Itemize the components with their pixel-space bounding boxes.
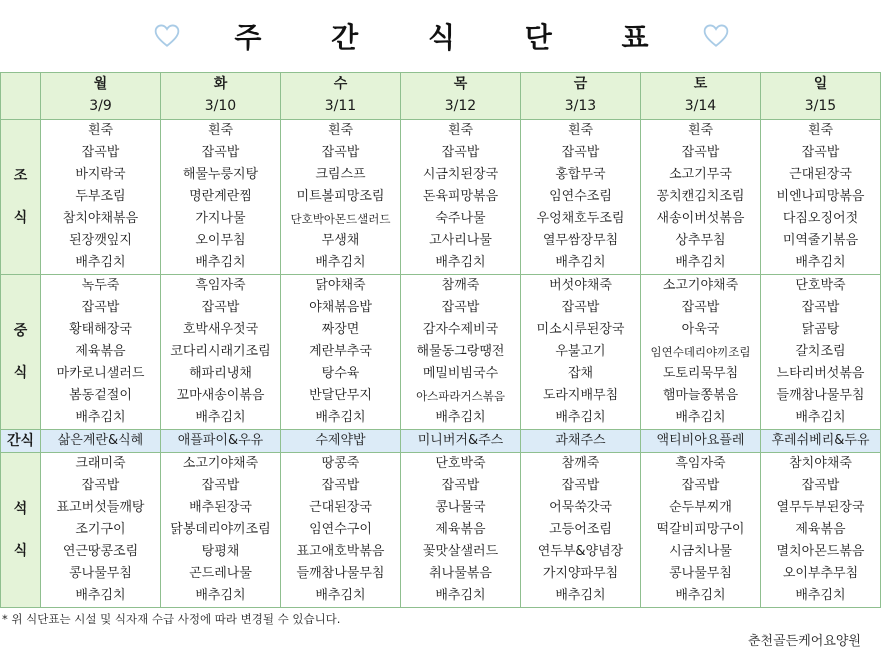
snack-cell: 삶은계란&식혜	[41, 430, 161, 453]
dish: 바지락국	[75, 167, 126, 182]
day-date: 3/10	[204, 98, 237, 114]
dish: 연근땅콩조림	[62, 544, 139, 559]
dish: 잡곡밥	[681, 478, 720, 493]
dish: 배추김치	[555, 410, 606, 425]
dish: 잡곡밥	[801, 145, 840, 160]
day-header	[281, 73, 401, 120]
dish: 도토리묵무침	[662, 366, 739, 381]
dish: 콩나물무침	[669, 566, 732, 581]
day-date: 3/11	[324, 98, 357, 114]
dish: 코다리시래기조림	[170, 344, 271, 359]
dish: 배추김치	[795, 255, 846, 270]
dish: 크림스프	[315, 167, 366, 182]
dish: 봄동겉절이	[69, 388, 132, 403]
dish: 짜장면	[321, 322, 360, 337]
day-header	[161, 73, 281, 120]
dish: 소고기야채죽	[182, 456, 259, 471]
day-header	[401, 73, 521, 120]
dish: 오이무침	[195, 233, 246, 248]
dish: 잡곡밥	[81, 145, 120, 160]
breakfast-cell	[41, 120, 161, 275]
dish: 취나물볶음	[429, 566, 492, 581]
dish: 잡곡밥	[561, 145, 600, 160]
dish: 잡곡밥	[801, 478, 840, 493]
dish: 아욱국	[681, 322, 720, 337]
dish: 표고애호박볶음	[296, 544, 385, 559]
dish: 호박새우젓국	[182, 322, 259, 337]
dish: 배추김치	[195, 588, 246, 603]
lunch-cell	[281, 275, 401, 430]
dish: 잡곡밥	[561, 478, 600, 493]
lunch-cell	[161, 275, 281, 430]
snack-cell: 수제약밥	[281, 430, 401, 453]
dish: 가지양파무침	[542, 566, 619, 581]
breakfast-cell	[641, 120, 761, 275]
dish: 메밀비빔국수	[422, 366, 499, 381]
dish: 소고기야채죽	[662, 278, 739, 293]
snack-cell: 미니버거&주스	[401, 430, 521, 453]
dish: 잡곡밥	[441, 478, 480, 493]
snack-cell: 애플파이&우유	[161, 430, 281, 453]
dish: 탕평채	[201, 544, 240, 559]
dish: 잡곡밥	[81, 478, 120, 493]
dish: 닭곰탕	[801, 322, 840, 337]
snack-cell: 액티비아요플레	[641, 430, 761, 453]
day-header	[761, 73, 881, 120]
dish: 흰죽	[207, 123, 234, 138]
day-header	[521, 73, 641, 120]
dish: 단호박죽	[435, 456, 486, 471]
dish: 들깨참나물무침	[296, 566, 385, 581]
lunch-cell	[521, 275, 641, 430]
day-date: 3/12	[444, 98, 477, 114]
weekly-menu-table	[0, 72, 881, 608]
dish: 반달단무지	[309, 388, 372, 403]
dish: 잡채	[567, 366, 594, 381]
dish: 홍합무국	[555, 167, 606, 182]
dish: 멸치아몬드볶음	[776, 544, 865, 559]
snack-label: 간식	[1, 430, 41, 453]
dish: 참깨죽	[441, 278, 480, 293]
dish: 근대된장국	[309, 500, 372, 515]
dish: 잡곡밥	[681, 145, 720, 160]
dinner-row	[1, 453, 881, 608]
dish: 소고기무국	[669, 167, 732, 182]
meal-label-char: 식	[13, 365, 28, 381]
dish: 닭야채죽	[315, 278, 366, 293]
dish: 배추김치	[675, 255, 726, 270]
meal-label-char: 석	[13, 501, 28, 517]
dish: 새송이버섯볶음	[656, 211, 745, 226]
dish: 꼬마새송이볶음	[176, 388, 265, 403]
dish: 들깨참나물무침	[776, 388, 865, 403]
dish: 근대된장국	[789, 167, 852, 182]
dish: 미소시루된장국	[536, 322, 625, 337]
day-name: 화	[213, 76, 228, 92]
dish: 배추김치	[435, 410, 486, 425]
dish: 계란부추국	[309, 344, 372, 359]
dish: 흰죽	[567, 123, 594, 138]
dish: 제육볶음	[435, 522, 486, 537]
dish: 참깨죽	[561, 456, 600, 471]
dish: 오이부추무침	[782, 566, 859, 581]
dish: 단호박아몬드샐러드	[290, 212, 391, 226]
dish: 크래미죽	[75, 456, 126, 471]
dish: 표고버섯들깨탕	[56, 500, 145, 515]
dish: 잡곡밥	[201, 300, 240, 315]
dish: 콩나물국	[435, 500, 486, 515]
dish: 어묵쑥갓국	[549, 500, 612, 515]
dish: 배추김치	[675, 410, 726, 425]
dish: 미역줄기볶음	[782, 233, 859, 248]
dish: 임연수데리야끼조림	[650, 345, 751, 359]
dish: 땅콩죽	[321, 456, 360, 471]
title-area	[0, 14, 883, 58]
dish: 고사리나물	[429, 233, 492, 248]
dish: 배추김치	[555, 255, 606, 270]
dish: 단호박죽	[795, 278, 846, 293]
dish: 떡갈비피망구이	[656, 522, 745, 537]
dish: 조기구이	[75, 522, 126, 537]
breakfast-cell	[161, 120, 281, 275]
dish: 배추김치	[75, 410, 126, 425]
dinner-cell	[521, 453, 641, 608]
dish: 연두부&양념장	[537, 544, 624, 559]
meal-label-char: 중	[13, 323, 28, 339]
dish: 잡곡밥	[81, 300, 120, 315]
dish: 흰죽	[447, 123, 474, 138]
dish: 야채볶음밥	[309, 300, 372, 315]
snack-cell: 후레쉬베리&두유	[761, 430, 881, 453]
dish: 황태해장국	[69, 322, 132, 337]
dish: 배추된장국	[189, 500, 252, 515]
dish: 미트볼피망조림	[296, 189, 385, 204]
dish: 임연수구이	[309, 522, 372, 537]
day-name: 목	[453, 76, 468, 92]
lunch-label	[1, 275, 41, 430]
dish: 우엉채호두조림	[536, 211, 625, 226]
dish: 해물누룽지탕	[182, 167, 259, 182]
meal-label-char: 식	[13, 543, 28, 559]
lunch-cell	[641, 275, 761, 430]
dish: 배추김치	[315, 588, 366, 603]
heart-right-icon	[703, 23, 729, 49]
lunch-cell	[41, 275, 161, 430]
page-title: 주 간 식 단 표	[234, 21, 679, 54]
meal-label-char: 조	[13, 168, 28, 184]
dish: 시금치된장국	[422, 167, 499, 182]
dish: 마카로니샐러드	[56, 366, 145, 381]
snack-cell: 과채주스	[521, 430, 641, 453]
day-date: 3/9	[89, 98, 112, 114]
dish: 배추김치	[315, 255, 366, 270]
dinner-cell	[161, 453, 281, 608]
dish: 잡곡밥	[441, 145, 480, 160]
dish: 꽃맛살샐러드	[422, 544, 499, 559]
dish: 배추김치	[795, 588, 846, 603]
dish: 배추김치	[795, 410, 846, 425]
dish: 배추김치	[435, 588, 486, 603]
dish: 콩나물무침	[69, 566, 132, 581]
dish: 녹두죽	[81, 278, 120, 293]
dish: 곤드레나물	[189, 566, 252, 581]
snack-row	[1, 430, 881, 453]
dish: 열무두부된장국	[776, 500, 865, 515]
dish: 임연수조림	[549, 189, 612, 204]
dish: 흰죽	[687, 123, 714, 138]
breakfast-row	[1, 120, 881, 275]
day-name: 수	[333, 76, 348, 92]
dish: 된장깻잎지	[69, 233, 132, 248]
dish: 잡곡밥	[441, 300, 480, 315]
dish: 배추김치	[195, 255, 246, 270]
dinner-label	[1, 453, 41, 608]
dish: 잡곡밥	[561, 300, 600, 315]
breakfast-cell	[761, 120, 881, 275]
dish: 참치야채죽	[789, 456, 852, 471]
dish: 가지나물	[195, 211, 246, 226]
day-header	[41, 73, 161, 120]
day-header	[641, 73, 761, 120]
dish: 배추김치	[75, 588, 126, 603]
dish: 느타리버섯볶음	[776, 366, 865, 381]
dish: 흰죽	[327, 123, 354, 138]
dish: 탕수육	[321, 366, 360, 381]
dish: 배추김치	[675, 588, 726, 603]
dish: 흰죽	[87, 123, 114, 138]
heart-left-icon	[154, 23, 180, 49]
header-row	[1, 73, 881, 120]
day-name: 토	[693, 76, 708, 92]
dish: 배추김치	[315, 410, 366, 425]
dish: 배추김치	[435, 255, 486, 270]
dish: 햄마늘쫑볶음	[662, 388, 739, 403]
dish: 두부조림	[75, 189, 126, 204]
dish: 시금치나물	[669, 544, 732, 559]
dinner-cell	[761, 453, 881, 608]
dish: 배추김치	[75, 255, 126, 270]
dish: 잡곡밥	[201, 478, 240, 493]
meal-label-char: 식	[13, 210, 28, 226]
day-name: 금	[573, 76, 588, 92]
dish: 해물동그랑땡전	[416, 344, 505, 359]
dinner-cell	[401, 453, 521, 608]
dish: 잡곡밥	[321, 145, 360, 160]
dish: 잡곡밥	[801, 300, 840, 315]
dish: 닭봉데리야끼조림	[170, 522, 271, 537]
dish: 버섯야채죽	[549, 278, 612, 293]
dish: 도라지배무침	[542, 388, 619, 403]
dinner-cell	[641, 453, 761, 608]
lunch-row	[1, 275, 881, 430]
dish: 상추무침	[675, 233, 726, 248]
dish: 감자수제비국	[422, 322, 499, 337]
dish: 배추김치	[195, 410, 246, 425]
dish: 제육볶음	[795, 522, 846, 537]
dish: 해파리냉채	[189, 366, 252, 381]
day-date: 3/13	[564, 98, 597, 114]
dish: 참치야채볶음	[62, 211, 139, 226]
dish: 흑임자죽	[195, 278, 246, 293]
dish: 잡곡밥	[201, 145, 240, 160]
dish: 갈치조림	[795, 344, 846, 359]
dish: 배추김치	[555, 588, 606, 603]
dish: 명란계란찜	[189, 189, 252, 204]
day-name: 월	[93, 76, 108, 92]
footnote: * 위 식단표는 시설 및 식자재 수급 사정에 따라 변경될 수 있습니다.	[2, 612, 341, 626]
dish: 흰죽	[807, 123, 834, 138]
day-date: 3/15	[804, 98, 837, 114]
breakfast-cell	[401, 120, 521, 275]
dish: 숙주나물	[435, 211, 486, 226]
dish: 무생채	[321, 233, 360, 248]
breakfast-cell	[521, 120, 641, 275]
dish: 우불고기	[555, 344, 606, 359]
dish: 흑임자죽	[675, 456, 726, 471]
lunch-cell	[761, 275, 881, 430]
dish: 순두부찌개	[669, 500, 732, 515]
dish: 제육볶음	[75, 344, 126, 359]
dinner-cell	[281, 453, 401, 608]
dish: 잡곡밥	[681, 300, 720, 315]
dish: 꽁치캔김치조림	[656, 189, 745, 204]
dinner-cell	[41, 453, 161, 608]
breakfast-label	[1, 120, 41, 275]
day-name: 일	[813, 76, 828, 92]
dish: 아스파라거스볶음	[416, 389, 505, 403]
dish: 고등어조림	[549, 522, 612, 537]
facility-name: 춘천골든케어요양원	[747, 634, 861, 649]
breakfast-cell	[281, 120, 401, 275]
dish: 열무쌈장무침	[542, 233, 619, 248]
day-date: 3/14	[684, 98, 717, 114]
corner-cell	[1, 73, 41, 120]
dish: 돈육피망볶음	[422, 189, 499, 204]
dish: 비엔나피망볶음	[776, 189, 865, 204]
lunch-cell	[401, 275, 521, 430]
dish: 다짐오징어젓	[782, 211, 859, 226]
dish: 잡곡밥	[321, 478, 360, 493]
